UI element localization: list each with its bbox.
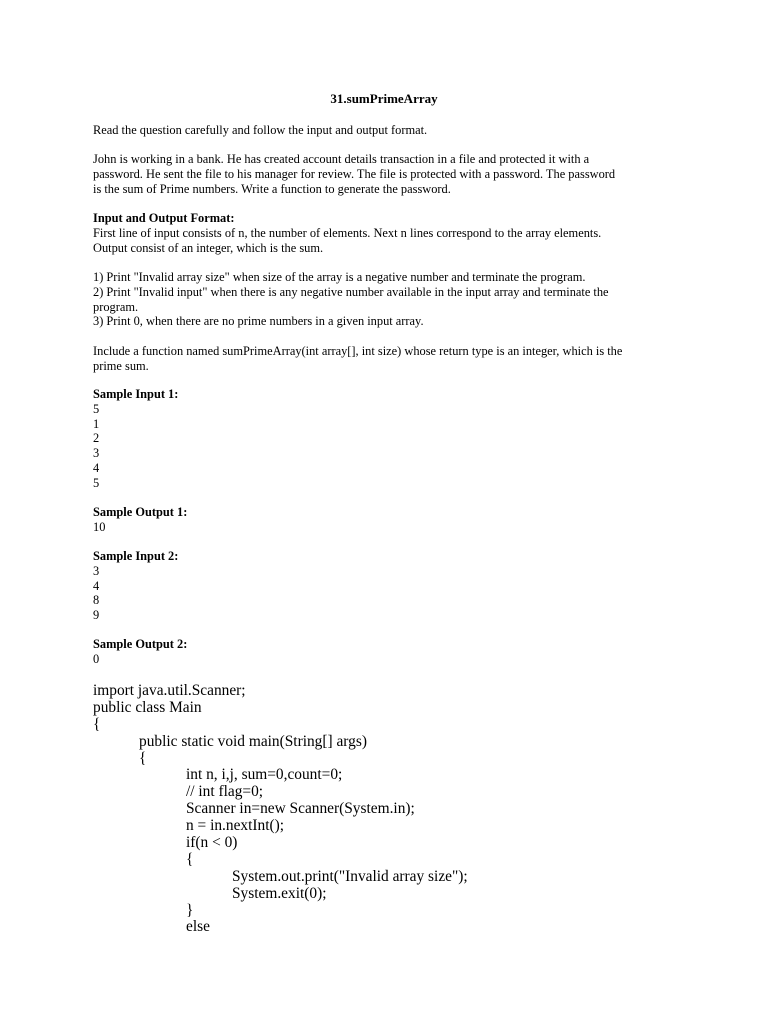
sample-value: 2: [93, 431, 100, 446]
include-line: Include a function named sumPrimeArray(int array[], int size) whose return type is an integer, which is the: [93, 344, 623, 358]
sample-output-2: [93, 637, 683, 667]
intro-line: Read the question carefully and follow the input and output format.: [93, 123, 428, 137]
rules-list: [93, 270, 683, 329]
code-line: {: [139, 749, 147, 767]
sample-value: 9: [93, 608, 100, 623]
sample-input-1-heading: Sample Input 1:: [93, 387, 179, 401]
intro-paragraph: [93, 123, 683, 138]
sample-value: 5: [93, 401, 100, 416]
sample-value: 0: [93, 651, 100, 666]
story-line: John is working in a bank. He has created account details transaction in a file and protected it with a: [93, 152, 590, 166]
code-line: int n, i,j, sum=0,count=0;: [186, 766, 343, 784]
include-line: prime sum.: [93, 358, 149, 373]
rule-item: program.: [93, 299, 139, 314]
code-listing: [93, 683, 693, 936]
sample-value: 4: [93, 578, 100, 593]
sample-input-1: [93, 387, 683, 491]
sample-output-1-heading: Sample Output 1:: [93, 505, 188, 519]
sample-value: 10: [93, 519, 106, 534]
code-line: else: [186, 918, 210, 936]
sample-value: 3: [93, 446, 100, 461]
story-line: password. He sent the file to his manager for review. The file is protected with a password. The password: [93, 166, 616, 181]
io-format-line: First line of input consists of n, the number of elements. Next n lines correspond to the array elements.: [93, 225, 602, 240]
sample-output-1: [93, 505, 683, 535]
code-line: n = in.nextInt();: [186, 817, 285, 835]
sample-output-2-heading: Sample Output 2:: [93, 637, 188, 651]
rule-item: 1) Print "Invalid array size" when size of the array is a negative number and terminate the program.: [93, 270, 586, 284]
code-line: System.exit(0);: [232, 884, 327, 902]
rule-item: 3) Print 0, when there are no prime numbers in a given input array.: [93, 314, 424, 329]
code-line: public class Main: [93, 698, 202, 716]
page-title: 31.sumPrimeArray: [330, 91, 438, 106]
code-line: // int flag=0;: [186, 783, 264, 801]
code-line: {: [186, 850, 194, 868]
story-line: is the sum of Prime numbers. Write a function to generate the password.: [93, 181, 451, 196]
sample-input-2: [93, 549, 683, 623]
sample-input-2-heading: Sample Input 2:: [93, 549, 179, 563]
sample-value: 3: [93, 563, 100, 578]
code-line: }: [186, 901, 194, 919]
code-line: Scanner in=new Scanner(System.in);: [186, 800, 415, 818]
sample-value: 8: [93, 593, 100, 608]
io-format-section: [93, 211, 683, 255]
include-paragraph: [93, 344, 683, 374]
code-line: if(n < 0): [186, 834, 238, 852]
io-format-line: Output consist of an integer, which is the sum.: [93, 240, 324, 255]
code-line: import java.util.Scanner;: [93, 682, 246, 699]
io-format-heading: Input and Output Format:: [93, 211, 235, 225]
code-line: {: [93, 715, 101, 733]
story-paragraph: [93, 152, 683, 196]
sample-value: 5: [93, 475, 100, 490]
sample-value: 4: [93, 460, 100, 475]
rule-item: 2) Print "Invalid input" when there is any negative number available in the input array and terminate the: [93, 284, 609, 299]
code-line: System.out.print("Invalid array size");: [232, 867, 468, 885]
code-line: public static void main(String[] args): [139, 732, 367, 750]
sample-value: 1: [93, 416, 100, 431]
